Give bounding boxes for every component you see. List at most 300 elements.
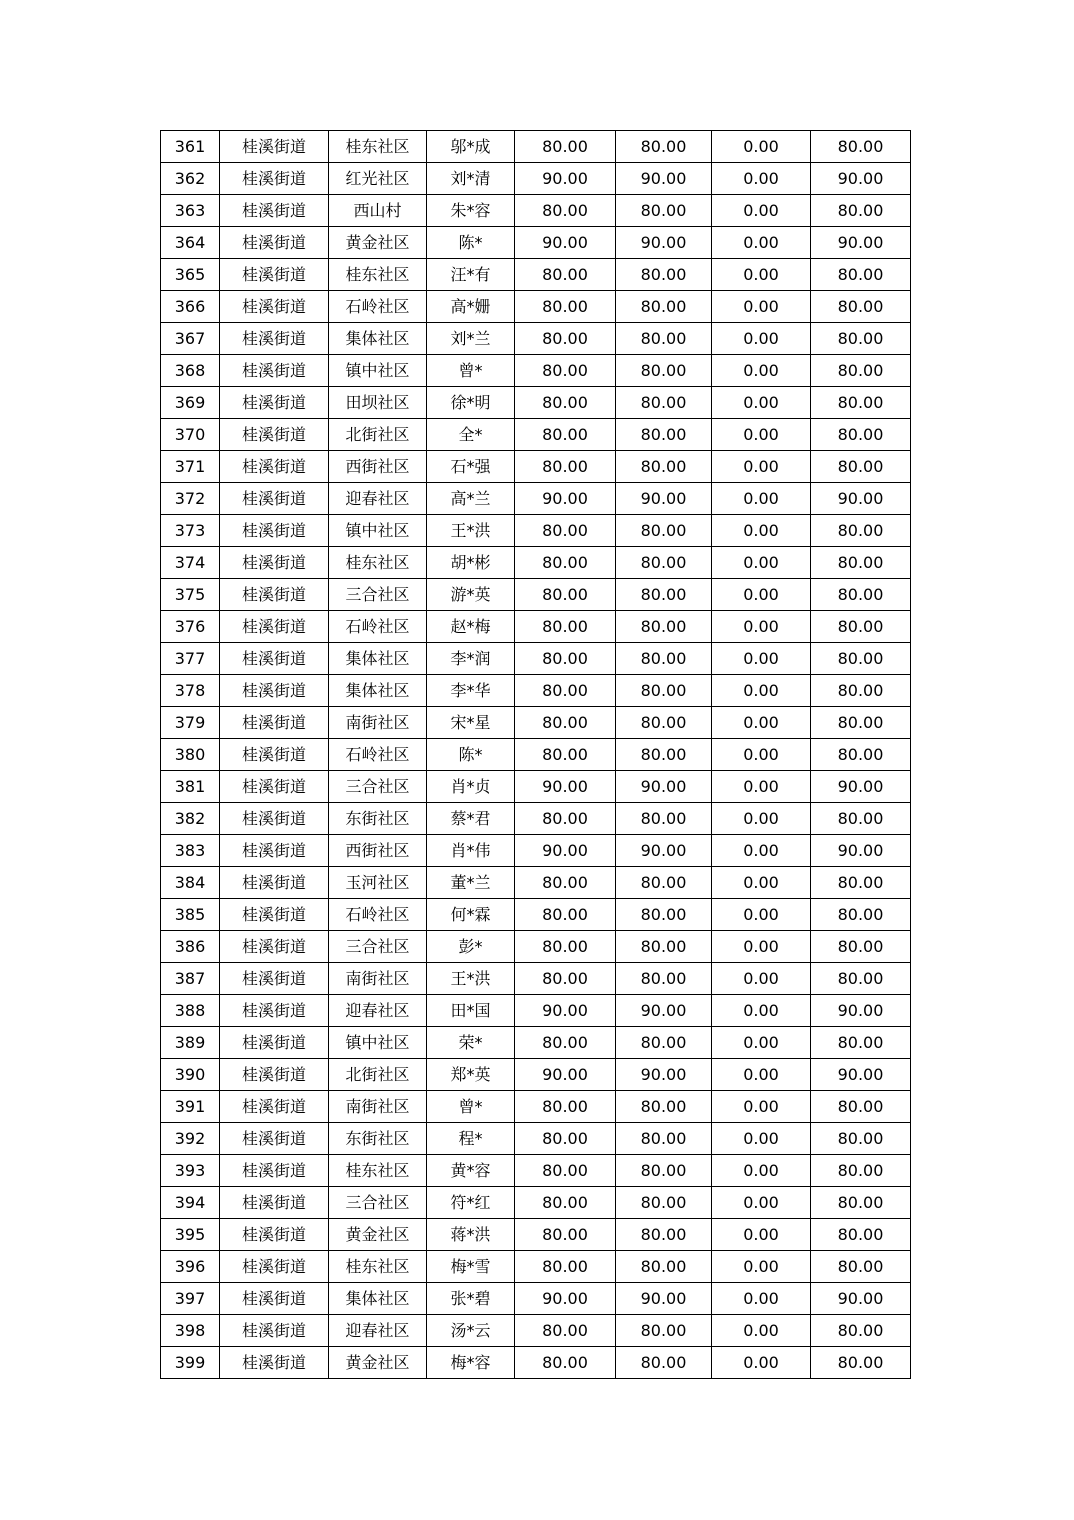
table-row [161, 739, 911, 771]
amount-b-cell: 90.00 [616, 1283, 712, 1315]
name-cell: 李*华 [427, 675, 515, 707]
amount-total-cell: 80.00 [811, 579, 911, 611]
amount-c-cell: 0.00 [712, 355, 811, 387]
row-number-cell: 364 [161, 227, 220, 259]
name-cell: 程* [427, 1123, 515, 1155]
name-cell: 郑*英 [427, 1059, 515, 1091]
amount-a-cell: 80.00 [515, 259, 616, 291]
row-number-cell: 361 [161, 131, 220, 163]
street-cell: 桂溪街道 [220, 707, 329, 739]
amount-b-cell: 80.00 [616, 1315, 712, 1347]
amount-b-cell: 80.00 [616, 1123, 712, 1155]
table-row [161, 163, 911, 195]
community-cell: 黄金社区 [329, 227, 427, 259]
amount-a-cell: 80.00 [515, 387, 616, 419]
amount-c-cell: 0.00 [712, 1091, 811, 1123]
street-cell: 桂溪街道 [220, 1347, 329, 1379]
amount-a-cell: 90.00 [515, 163, 616, 195]
amount-b-cell: 90.00 [616, 483, 712, 515]
row-number-cell: 380 [161, 739, 220, 771]
amount-total-cell: 80.00 [811, 419, 911, 451]
amount-a-cell: 80.00 [515, 963, 616, 995]
name-cell: 石*强 [427, 451, 515, 483]
amount-c-cell: 0.00 [712, 387, 811, 419]
street-cell: 桂溪街道 [220, 451, 329, 483]
row-number-cell: 394 [161, 1187, 220, 1219]
name-cell: 刘*清 [427, 163, 515, 195]
amount-b-cell: 80.00 [616, 675, 712, 707]
amount-a-cell: 80.00 [515, 547, 616, 579]
name-cell: 荣* [427, 1027, 515, 1059]
street-cell: 桂溪街道 [220, 1027, 329, 1059]
table-row [161, 1219, 911, 1251]
table-row [161, 707, 911, 739]
street-cell: 桂溪街道 [220, 1059, 329, 1091]
amount-b-cell: 90.00 [616, 1059, 712, 1091]
amount-total-cell: 80.00 [811, 1347, 911, 1379]
amount-b-cell: 80.00 [616, 355, 712, 387]
row-number-cell: 378 [161, 675, 220, 707]
community-cell: 黄金社区 [329, 1347, 427, 1379]
name-cell: 游*英 [427, 579, 515, 611]
street-cell: 桂溪街道 [220, 1219, 329, 1251]
amount-total-cell: 80.00 [811, 387, 911, 419]
table-row [161, 835, 911, 867]
table-row [161, 195, 911, 227]
table-row [161, 547, 911, 579]
amount-c-cell: 0.00 [712, 899, 811, 931]
row-number-cell: 377 [161, 643, 220, 675]
community-cell: 镇中社区 [329, 355, 427, 387]
row-number-cell: 372 [161, 483, 220, 515]
street-cell: 桂溪街道 [220, 547, 329, 579]
amount-b-cell: 80.00 [616, 643, 712, 675]
amount-b-cell: 80.00 [616, 419, 712, 451]
amount-b-cell: 80.00 [616, 931, 712, 963]
name-cell: 黄*容 [427, 1155, 515, 1187]
amount-a-cell: 80.00 [515, 579, 616, 611]
amount-total-cell: 80.00 [811, 323, 911, 355]
amount-a-cell: 90.00 [515, 1283, 616, 1315]
amount-b-cell: 90.00 [616, 227, 712, 259]
amount-c-cell: 0.00 [712, 1155, 811, 1187]
table-row [161, 1155, 911, 1187]
name-cell: 张*碧 [427, 1283, 515, 1315]
community-cell: 石岭社区 [329, 739, 427, 771]
amount-a-cell: 80.00 [515, 1091, 616, 1123]
community-cell: 桂东社区 [329, 1251, 427, 1283]
community-cell: 三合社区 [329, 579, 427, 611]
table-row [161, 1347, 911, 1379]
amount-b-cell: 80.00 [616, 1251, 712, 1283]
amount-total-cell: 90.00 [811, 163, 911, 195]
amount-total-cell: 80.00 [811, 1091, 911, 1123]
table-row [161, 355, 911, 387]
row-number-cell: 386 [161, 931, 220, 963]
table-row [161, 643, 911, 675]
street-cell: 桂溪街道 [220, 931, 329, 963]
name-cell: 李*润 [427, 643, 515, 675]
name-cell: 高*兰 [427, 483, 515, 515]
amount-b-cell: 80.00 [616, 1091, 712, 1123]
amount-b-cell: 80.00 [616, 1155, 712, 1187]
amount-c-cell: 0.00 [712, 1315, 811, 1347]
table-row [161, 899, 911, 931]
community-cell: 东街社区 [329, 1123, 427, 1155]
street-cell: 桂溪街道 [220, 1283, 329, 1315]
amount-c-cell: 0.00 [712, 515, 811, 547]
row-number-cell: 369 [161, 387, 220, 419]
amount-total-cell: 80.00 [811, 675, 911, 707]
name-cell: 汪*有 [427, 259, 515, 291]
name-cell: 赵*梅 [427, 611, 515, 643]
street-cell: 桂溪街道 [220, 355, 329, 387]
row-number-cell: 382 [161, 803, 220, 835]
table-row [161, 1251, 911, 1283]
row-number-cell: 396 [161, 1251, 220, 1283]
amount-b-cell: 80.00 [616, 803, 712, 835]
street-cell: 桂溪街道 [220, 259, 329, 291]
table-row [161, 227, 911, 259]
amount-a-cell: 90.00 [515, 1059, 616, 1091]
amount-total-cell: 90.00 [811, 995, 911, 1027]
amount-c-cell: 0.00 [712, 963, 811, 995]
table-row [161, 451, 911, 483]
amount-b-cell: 90.00 [616, 163, 712, 195]
name-cell: 陈* [427, 227, 515, 259]
amount-a-cell: 80.00 [515, 1123, 616, 1155]
amount-a-cell: 80.00 [515, 131, 616, 163]
amount-a-cell: 80.00 [515, 1027, 616, 1059]
street-cell: 桂溪街道 [220, 579, 329, 611]
name-cell: 徐*明 [427, 387, 515, 419]
amount-a-cell: 80.00 [515, 1187, 616, 1219]
amount-total-cell: 80.00 [811, 355, 911, 387]
amount-total-cell: 90.00 [811, 1283, 911, 1315]
community-cell: 桂东社区 [329, 547, 427, 579]
row-number-cell: 368 [161, 355, 220, 387]
community-cell: 石岭社区 [329, 291, 427, 323]
row-number-cell: 388 [161, 995, 220, 1027]
street-cell: 桂溪街道 [220, 387, 329, 419]
name-cell: 刘*兰 [427, 323, 515, 355]
name-cell: 符*红 [427, 1187, 515, 1219]
amount-c-cell: 0.00 [712, 1123, 811, 1155]
amount-a-cell: 80.00 [515, 291, 616, 323]
amount-c-cell: 0.00 [712, 1187, 811, 1219]
community-cell: 集体社区 [329, 1283, 427, 1315]
community-cell: 镇中社区 [329, 1027, 427, 1059]
table-row [161, 675, 911, 707]
amount-b-cell: 80.00 [616, 899, 712, 931]
street-cell: 桂溪街道 [220, 1251, 329, 1283]
community-cell: 集体社区 [329, 323, 427, 355]
community-cell: 玉河社区 [329, 867, 427, 899]
row-number-cell: 370 [161, 419, 220, 451]
amount-c-cell: 0.00 [712, 739, 811, 771]
amount-total-cell: 80.00 [811, 1155, 911, 1187]
community-cell: 集体社区 [329, 643, 427, 675]
community-cell: 田坝社区 [329, 387, 427, 419]
amount-b-cell: 90.00 [616, 995, 712, 1027]
table-row [161, 291, 911, 323]
amount-a-cell: 90.00 [515, 995, 616, 1027]
amount-c-cell: 0.00 [712, 1251, 811, 1283]
amount-b-cell: 90.00 [616, 835, 712, 867]
row-number-cell: 363 [161, 195, 220, 227]
community-cell: 桂东社区 [329, 1155, 427, 1187]
amount-total-cell: 80.00 [811, 707, 911, 739]
row-number-cell: 373 [161, 515, 220, 547]
amount-c-cell: 0.00 [712, 451, 811, 483]
amount-c-cell: 0.00 [712, 931, 811, 963]
name-cell: 朱*容 [427, 195, 515, 227]
row-number-cell: 399 [161, 1347, 220, 1379]
street-cell: 桂溪街道 [220, 771, 329, 803]
table-row [161, 1187, 911, 1219]
row-number-cell: 384 [161, 867, 220, 899]
street-cell: 桂溪街道 [220, 1155, 329, 1187]
amount-a-cell: 80.00 [515, 195, 616, 227]
street-cell: 桂溪街道 [220, 611, 329, 643]
amount-a-cell: 80.00 [515, 803, 616, 835]
amount-total-cell: 90.00 [811, 1059, 911, 1091]
amount-a-cell: 90.00 [515, 835, 616, 867]
amount-a-cell: 80.00 [515, 419, 616, 451]
street-cell: 桂溪街道 [220, 835, 329, 867]
table-row [161, 387, 911, 419]
community-cell: 北街社区 [329, 419, 427, 451]
amount-a-cell: 80.00 [515, 1219, 616, 1251]
name-cell: 汤*云 [427, 1315, 515, 1347]
amount-c-cell: 0.00 [712, 707, 811, 739]
amount-a-cell: 80.00 [515, 355, 616, 387]
amount-total-cell: 90.00 [811, 771, 911, 803]
amount-total-cell: 80.00 [811, 803, 911, 835]
community-cell: 西街社区 [329, 835, 427, 867]
community-cell: 红光社区 [329, 163, 427, 195]
name-cell: 王*洪 [427, 515, 515, 547]
amount-total-cell: 80.00 [811, 739, 911, 771]
amount-total-cell: 90.00 [811, 227, 911, 259]
community-cell: 南街社区 [329, 707, 427, 739]
row-number-cell: 392 [161, 1123, 220, 1155]
community-cell: 北街社区 [329, 1059, 427, 1091]
community-cell: 东街社区 [329, 803, 427, 835]
amount-a-cell: 80.00 [515, 323, 616, 355]
row-number-cell: 385 [161, 899, 220, 931]
amount-a-cell: 90.00 [515, 771, 616, 803]
amount-c-cell: 0.00 [712, 483, 811, 515]
table-row [161, 1123, 911, 1155]
community-cell: 三合社区 [329, 771, 427, 803]
street-cell: 桂溪街道 [220, 867, 329, 899]
street-cell: 桂溪街道 [220, 1315, 329, 1347]
table-row [161, 995, 911, 1027]
name-cell: 蒋*洪 [427, 1219, 515, 1251]
street-cell: 桂溪街道 [220, 899, 329, 931]
amount-a-cell: 80.00 [515, 675, 616, 707]
amount-total-cell: 80.00 [811, 195, 911, 227]
name-cell: 董*兰 [427, 867, 515, 899]
table-row [161, 771, 911, 803]
table-row [161, 1027, 911, 1059]
amount-c-cell: 0.00 [712, 259, 811, 291]
amount-total-cell: 80.00 [811, 931, 911, 963]
amount-c-cell: 0.00 [712, 867, 811, 899]
name-cell: 田*国 [427, 995, 515, 1027]
community-cell: 三合社区 [329, 931, 427, 963]
row-number-cell: 391 [161, 1091, 220, 1123]
amount-total-cell: 80.00 [811, 1219, 911, 1251]
table-row [161, 483, 911, 515]
street-cell: 桂溪街道 [220, 675, 329, 707]
row-number-cell: 366 [161, 291, 220, 323]
name-cell: 梅*雪 [427, 1251, 515, 1283]
community-cell: 镇中社区 [329, 515, 427, 547]
community-cell: 西山村 [329, 195, 427, 227]
amount-c-cell: 0.00 [712, 1027, 811, 1059]
community-cell: 迎春社区 [329, 1315, 427, 1347]
table-row [161, 963, 911, 995]
table-row [161, 323, 911, 355]
amount-b-cell: 80.00 [616, 291, 712, 323]
amount-c-cell: 0.00 [712, 1283, 811, 1315]
row-number-cell: 383 [161, 835, 220, 867]
amount-a-cell: 80.00 [515, 1347, 616, 1379]
community-cell: 桂东社区 [329, 259, 427, 291]
table-row [161, 611, 911, 643]
amount-a-cell: 80.00 [515, 899, 616, 931]
name-cell: 曾* [427, 1091, 515, 1123]
amount-a-cell: 80.00 [515, 707, 616, 739]
name-cell: 宋*星 [427, 707, 515, 739]
amount-total-cell: 80.00 [811, 547, 911, 579]
amount-c-cell: 0.00 [712, 227, 811, 259]
street-cell: 桂溪街道 [220, 419, 329, 451]
amount-total-cell: 80.00 [811, 963, 911, 995]
street-cell: 桂溪街道 [220, 963, 329, 995]
amount-c-cell: 0.00 [712, 643, 811, 675]
table-row [161, 1315, 911, 1347]
amount-c-cell: 0.00 [712, 835, 811, 867]
amount-c-cell: 0.00 [712, 611, 811, 643]
row-number-cell: 389 [161, 1027, 220, 1059]
amount-b-cell: 80.00 [616, 1027, 712, 1059]
amount-total-cell: 90.00 [811, 835, 911, 867]
amount-c-cell: 0.00 [712, 675, 811, 707]
row-number-cell: 362 [161, 163, 220, 195]
community-cell: 桂东社区 [329, 131, 427, 163]
amount-total-cell: 90.00 [811, 483, 911, 515]
amount-b-cell: 80.00 [616, 1347, 712, 1379]
amount-c-cell: 0.00 [712, 195, 811, 227]
name-cell: 肖*伟 [427, 835, 515, 867]
amount-total-cell: 80.00 [811, 259, 911, 291]
amount-b-cell: 80.00 [616, 579, 712, 611]
table-row [161, 579, 911, 611]
amount-c-cell: 0.00 [712, 771, 811, 803]
amount-a-cell: 80.00 [515, 515, 616, 547]
amount-a-cell: 80.00 [515, 1251, 616, 1283]
name-cell: 彭* [427, 931, 515, 963]
amount-c-cell: 0.00 [712, 291, 811, 323]
street-cell: 桂溪街道 [220, 643, 329, 675]
name-cell: 梅*容 [427, 1347, 515, 1379]
amount-a-cell: 90.00 [515, 227, 616, 259]
amount-b-cell: 80.00 [616, 259, 712, 291]
amount-c-cell: 0.00 [712, 1059, 811, 1091]
name-cell: 曾* [427, 355, 515, 387]
row-number-cell: 397 [161, 1283, 220, 1315]
table-row [161, 931, 911, 963]
amount-total-cell: 80.00 [811, 1027, 911, 1059]
amount-total-cell: 80.00 [811, 867, 911, 899]
street-cell: 桂溪街道 [220, 323, 329, 355]
table-row [161, 131, 911, 163]
table-row [161, 867, 911, 899]
street-cell: 桂溪街道 [220, 1123, 329, 1155]
name-cell: 全* [427, 419, 515, 451]
table-body [161, 131, 911, 1379]
row-number-cell: 381 [161, 771, 220, 803]
amount-total-cell: 80.00 [811, 611, 911, 643]
amount-total-cell: 80.00 [811, 643, 911, 675]
amount-a-cell: 90.00 [515, 483, 616, 515]
amount-b-cell: 80.00 [616, 611, 712, 643]
amount-b-cell: 80.00 [616, 867, 712, 899]
amount-a-cell: 80.00 [515, 739, 616, 771]
street-cell: 桂溪街道 [220, 995, 329, 1027]
table-row [161, 803, 911, 835]
amount-total-cell: 80.00 [811, 1187, 911, 1219]
street-cell: 桂溪街道 [220, 131, 329, 163]
amount-total-cell: 80.00 [811, 515, 911, 547]
amount-b-cell: 80.00 [616, 1219, 712, 1251]
street-cell: 桂溪街道 [220, 483, 329, 515]
name-cell: 胡*彬 [427, 547, 515, 579]
name-cell: 肖*贞 [427, 771, 515, 803]
amount-b-cell: 80.00 [616, 547, 712, 579]
row-number-cell: 393 [161, 1155, 220, 1187]
row-number-cell: 371 [161, 451, 220, 483]
row-number-cell: 365 [161, 259, 220, 291]
community-cell: 石岭社区 [329, 611, 427, 643]
amount-c-cell: 0.00 [712, 163, 811, 195]
amount-b-cell: 80.00 [616, 387, 712, 419]
amount-c-cell: 0.00 [712, 1347, 811, 1379]
name-cell: 邬*成 [427, 131, 515, 163]
amount-a-cell: 80.00 [515, 1155, 616, 1187]
table-row [161, 515, 911, 547]
name-cell: 王*洪 [427, 963, 515, 995]
row-number-cell: 374 [161, 547, 220, 579]
amount-a-cell: 80.00 [515, 451, 616, 483]
row-number-cell: 398 [161, 1315, 220, 1347]
row-number-cell: 379 [161, 707, 220, 739]
amount-total-cell: 80.00 [811, 1123, 911, 1155]
amount-b-cell: 80.00 [616, 195, 712, 227]
amount-total-cell: 80.00 [811, 1315, 911, 1347]
street-cell: 桂溪街道 [220, 163, 329, 195]
data-table [160, 130, 911, 1379]
name-cell: 高*姗 [427, 291, 515, 323]
name-cell: 陈* [427, 739, 515, 771]
amount-a-cell: 80.00 [515, 611, 616, 643]
table-row [161, 1059, 911, 1091]
name-cell: 蔡*君 [427, 803, 515, 835]
table-row [161, 419, 911, 451]
